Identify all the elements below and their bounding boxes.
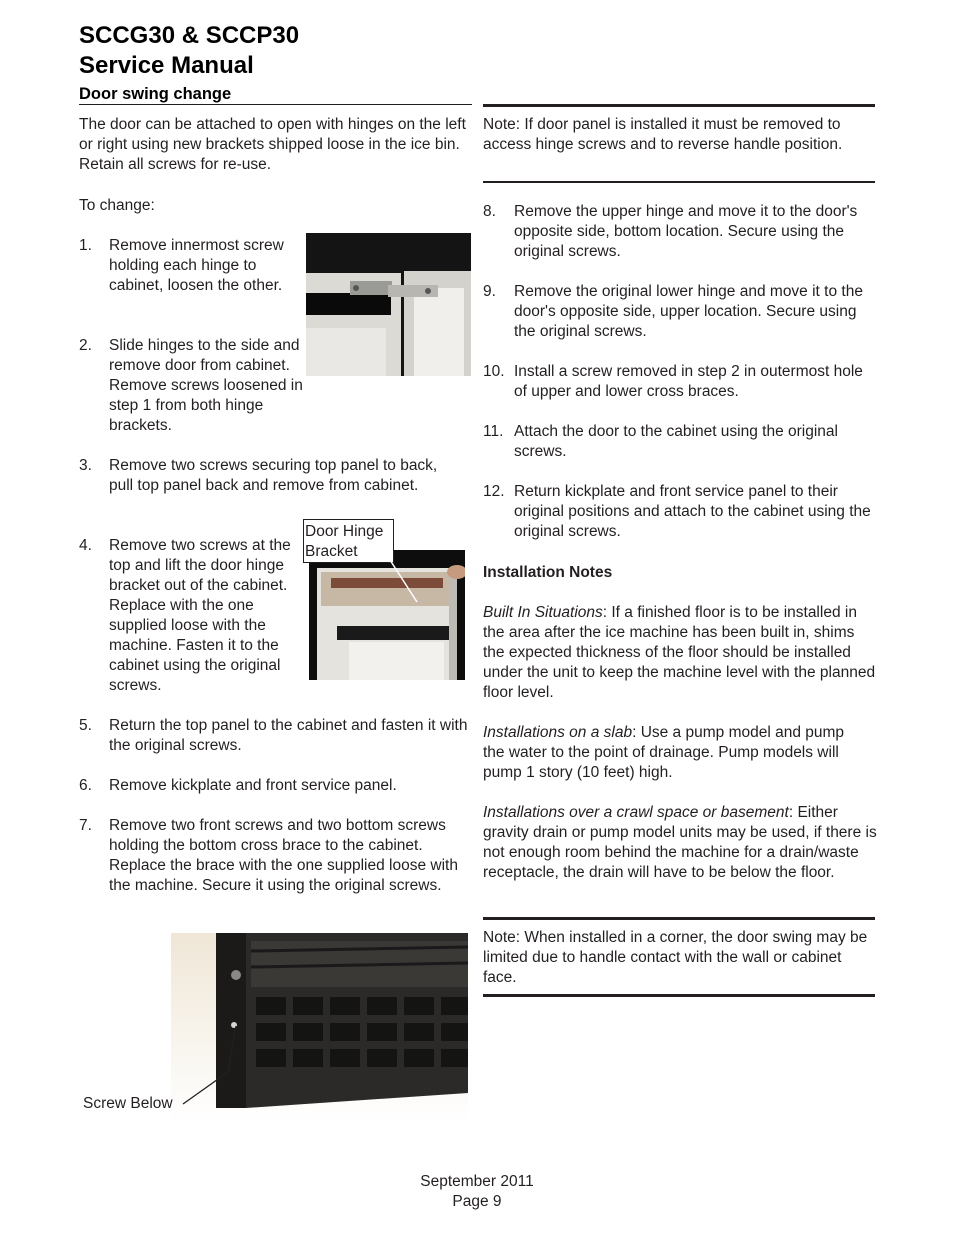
step-text: Return kickplate and front service panel to their original positions and attach to the cabinet using the original screws.	[514, 483, 871, 540]
built-in-text: : If a finished floor is to be installed in the area after the ice machine has been built in, shims the expected thickness of the floor should be installed under the unit to keep the machine level with the planned floor level.	[483, 604, 876, 701]
document-title	[79, 21, 299, 81]
crawl-space-paragraph	[483, 803, 877, 883]
slab-paragraph	[483, 723, 853, 783]
step-text: Install a screw removed in step 2 in outermost hole of upper and lower cross braces.	[514, 363, 863, 400]
built-in-paragraph	[483, 603, 877, 703]
footer-date: September 2011	[420, 1173, 534, 1190]
bracket-leader-line	[385, 558, 425, 608]
step-text: Remove two screws securing top panel to back, pull top panel back and remove from cabinet.	[109, 457, 438, 494]
note-bottom-rule-lower	[483, 994, 875, 997]
step-number: 1.	[79, 237, 92, 254]
crawl-space-label: Installations over a crawl space or basement	[483, 804, 789, 821]
step-number: 9.	[483, 283, 496, 300]
hinge-illustration	[306, 233, 471, 376]
section-heading: Door swing change	[79, 85, 232, 103]
installation-notes-heading: Installation Notes	[483, 564, 613, 581]
step-text: Remove two screws at the top and lift the door hinge bracket out of the cabinet. Replace with the one supplied loose with the machine. Fasten it to the cabinet using the original screws.	[109, 537, 291, 694]
to-change-label: To change:	[79, 197, 155, 214]
step-number: 7.	[79, 817, 92, 834]
step-number: 8.	[483, 203, 496, 220]
note-top-rule-upper	[483, 104, 875, 107]
crawl-space-text: : Either gravity drain or pump model units may be used, if there is not enough room behind the machine for a drain/waste receptacle, the drain will have to be below the floor.	[483, 804, 877, 881]
step-text: Remove two front screws and two bottom screws holding the bottom cross brace to the cabinet. Replace the brace with the one supplied loose with the machine. Secure it using the original screws.	[109, 817, 458, 894]
footer-page-number: Page 9	[452, 1193, 502, 1210]
step-number: 12.	[483, 483, 505, 500]
title-line-1: SCCG30 & SCCP30	[79, 22, 300, 49]
step-text: Return the top panel to the cabinet and fasten it with the original screws.	[109, 717, 468, 754]
step-text: Attach the door to the cabinet using the original screws.	[514, 423, 838, 460]
note-bottom-rule-upper	[483, 917, 875, 920]
slab-text: : Use a pump model and pump the water to the point of drainage. Pump models will pump 1 story (10 feet) high.	[483, 724, 845, 781]
step-text: Remove the upper hinge and move it to the door's opposite side, bottom location. Secure using the original screws.	[514, 203, 858, 260]
header-rule	[79, 104, 472, 105]
step-number: 3.	[79, 457, 92, 474]
intro-paragraph: The door can be attached to open with hinges on the left or right using new brackets shipped loose in the ice bin. Retain all screws for re-use.	[79, 116, 466, 173]
step-number: 6.	[79, 777, 92, 794]
step-text: Remove innermost screw holding each hinge to cabinet, loosen the other.	[109, 237, 284, 294]
callout-text: Door Hinge Bracket	[305, 523, 384, 560]
door-hinge-bracket-callout	[303, 519, 394, 563]
screw-leader-line	[180, 1020, 240, 1110]
note-top: Note: If door panel is installed it must be removed to access hinge screws and to reverse handle position.	[483, 116, 843, 153]
step-number: 2.	[79, 337, 92, 354]
slab-label: Installations on a slab	[483, 724, 633, 741]
built-in-label: Built In Situations	[483, 604, 603, 621]
step-text: Remove the original lower hinge and move it to the door's opposite side, upper location. Secure using the original screws.	[514, 283, 863, 340]
screw-below-label: Screw Below	[83, 1095, 173, 1112]
step-number: 10.	[483, 363, 505, 380]
step-text: Remove kickplate and front service panel.	[109, 777, 397, 794]
step-text: Slide hinges to the side and remove door from cabinet. Remove screws loosened in step 1 from both hinge brackets.	[109, 337, 303, 434]
hinge-photo	[306, 233, 471, 376]
step-number: 5.	[79, 717, 92, 734]
title-line-2: Service Manual	[79, 52, 254, 79]
note-top-rule-lower	[483, 181, 875, 183]
step-number: 11.	[483, 423, 504, 440]
note-bottom: Note: When installed in a corner, the door swing may be limited due to handle contact with the wall or cabinet face.	[483, 929, 868, 986]
step-number: 4.	[79, 537, 92, 554]
